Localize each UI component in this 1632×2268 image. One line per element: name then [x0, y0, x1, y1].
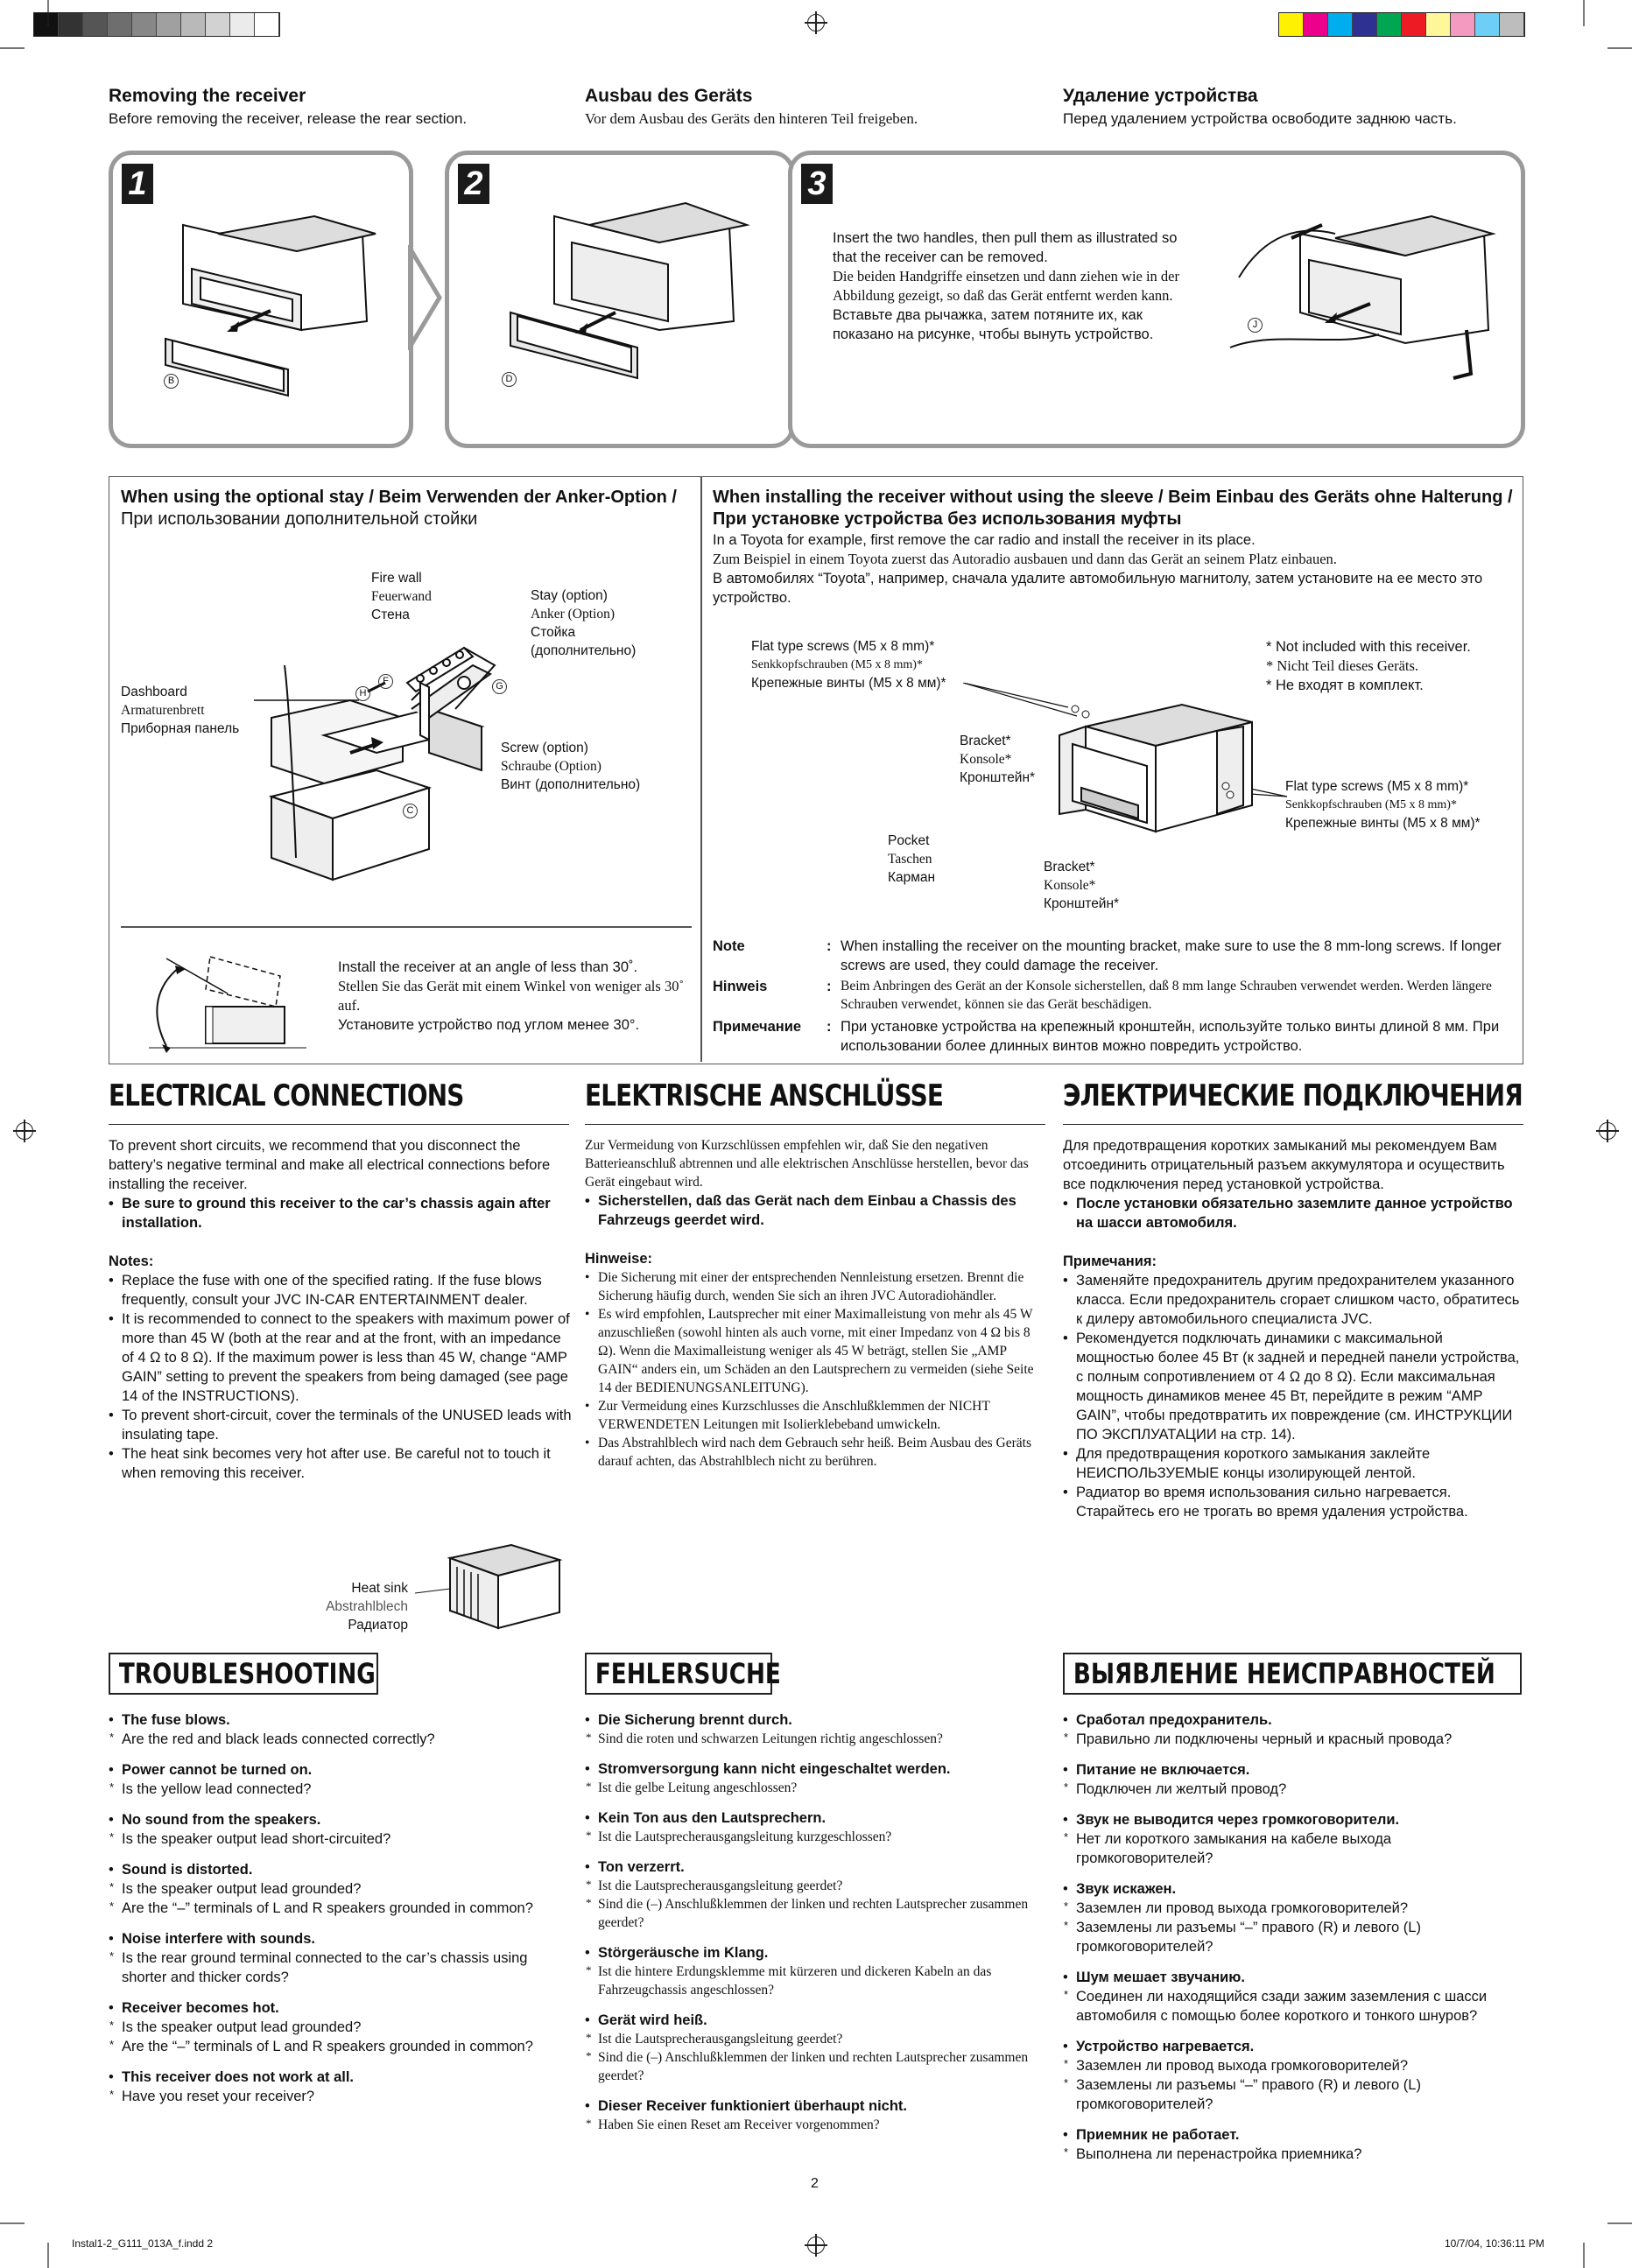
elec-ru-column [1063, 1136, 1523, 1521]
check-question: * Are the “–” terminals of L and R speakers grounded in common? [109, 2037, 573, 2056]
label-ru: Крепежные винты (M5 x 8 мм)* [751, 676, 946, 691]
check-question: * Ist die Lautsprecherausgangsleitung geerdet? [585, 2030, 1049, 2048]
section-heading: FEHLERSUCHE [594, 1657, 781, 1690]
step-3-en: Insert the two handles, then pull them as illustrated so that the receiver can be removed. [833, 230, 1178, 265]
label-ru: Карман [888, 870, 936, 885]
label-ru-2: (дополнительно) [531, 643, 637, 658]
fire-wall-label [371, 569, 432, 624]
note-item: • To prevent short-circuit, cover the terminals of the UNUSED leads with insulating tape. [109, 1406, 573, 1444]
label-en: Heat sink [351, 1581, 408, 1596]
bullet-icon: • [585, 1945, 590, 1961]
page-number: 2 [811, 2176, 819, 2191]
hinweis-text: Beim Anbringen des Gerät an der Konsole sicherstellen, daß 8 mm lange Schrauben verwendet werden. Werden längere Schrauben verwendet, können sie das Gerät beschädigen. [841, 979, 1492, 1012]
trouble-item [1063, 1760, 1527, 1799]
label-en: Dashboard [121, 685, 187, 699]
stay-title-text: When using the optional stay / Beim Verwenden der Anker-Option / [121, 488, 677, 507]
hinweis-row [713, 977, 1518, 1014]
check-question: * Is the speaker output lead grounded? [109, 2018, 573, 2037]
not-included-note [1266, 637, 1471, 695]
heat-sink-label [298, 1579, 408, 1634]
part-label-b: B [164, 374, 179, 389]
check-question: * Заземлены ли разъемы “–” правого (R) и левого (L) громкоговорителей? [1063, 1918, 1527, 1956]
removing-header-en [109, 86, 564, 128]
bullet-icon: • [585, 1712, 590, 1728]
primechanie-row [713, 1017, 1518, 1056]
section-title: Ausbau des Geräts [585, 86, 753, 106]
part-label-c: C [403, 804, 418, 818]
elec-title-de-wrap [585, 1078, 1045, 1125]
problem-text: Приемник не работает. [1076, 2127, 1240, 2143]
step-3-panel [788, 151, 1525, 448]
sleeve-title-ru: При установке устройства без использования муфты [713, 509, 1182, 529]
bullet-icon: • [109, 1931, 114, 1947]
check-question: * Заземлен ли провод выхода громкоговорителей? [1063, 2056, 1527, 2075]
part-label-j: J [1248, 318, 1263, 333]
check-question: * Are the red and black leads connected correctly? [109, 1730, 573, 1749]
label-ru: Приборная панель [121, 721, 240, 736]
trouble-item [1063, 2125, 1527, 2164]
trouble-item [585, 2011, 1049, 2085]
colon: : [827, 938, 832, 954]
label-ru: * Не входят в комплект. [1266, 678, 1424, 693]
trouble-item [585, 1759, 1049, 1797]
section-subtitle: Vor dem Ausbau des Geräts den hinteren Teil freigeben. [585, 110, 918, 127]
optional-stay-title [121, 487, 690, 530]
bullet-icon: • [585, 1761, 590, 1777]
label-ru: Стойка [531, 625, 576, 640]
angle-illustration [131, 941, 324, 1055]
label-de: Anker (Option) [531, 607, 615, 621]
label-en: Stay (option) [531, 588, 608, 603]
label-en: Flat type screws (M5 x 8 mm)* [1285, 779, 1469, 794]
note-item: • Для предотвращения короткого замыкания заклейте НЕИСПОЛЬЗУЕМЫЕ концы изолирующей лентой. [1063, 1444, 1523, 1483]
label-en: * Not included with this receiver. [1266, 639, 1471, 655]
step-2-panel [445, 151, 795, 448]
problem-text: This receiver does not work at all. [122, 2069, 355, 2085]
sleeve-intro-de: Zum Beispiel in einem Toyota zuerst das Autoradio ausbauen und dann das Gerät an seinem Platz einbauen. [713, 551, 1337, 567]
screw-option-label [501, 739, 640, 794]
dashboard-label [121, 683, 239, 738]
check-question: * Правильно ли подключены черный и красный провода? [1063, 1730, 1527, 1749]
label-en: Flat type screws (M5 x 8 mm)* [751, 639, 935, 654]
ground-warning: • После установки обязательно заземлите данное устройство на шасси автомобиля. [1063, 1194, 1523, 1232]
sleeve-title [713, 487, 1518, 530]
trouble-item [1063, 2037, 1527, 2114]
bullet-icon: • [109, 1712, 114, 1728]
section-heading: ЭЛЕКТРИЧЕСКИЕ ПОДКЛЮЧЕНИЯ [1063, 1078, 1523, 1113]
note-item: • Zur Vermeidung eines Kurzschlusses die Anschlußklemmen der NICHT VERWENDETEN Leitungen mit Isolierklebeband umwickeln. [585, 1397, 1045, 1434]
receiver-panel-detach-illustration [484, 190, 782, 418]
bullet-icon: • [1063, 2127, 1068, 2143]
angle-ru: Установите устройство под углом менее 30°. [338, 1017, 640, 1033]
step-3-ru: Вставьте два рычажка, затем потяните их, как показано на рисунке, чтобы вынуть устройство. [833, 307, 1154, 342]
stay-divider [121, 926, 692, 928]
part-label-g: G [492, 679, 507, 694]
problem-text: Die Sicherung brennt durch. [598, 1712, 792, 1728]
notes-title: Hinweise: [585, 1251, 653, 1267]
trouble-item [585, 1710, 1049, 1748]
angle-instruction [338, 958, 688, 1035]
label-ru: Стена [371, 607, 410, 622]
bullet-icon: • [1063, 2039, 1068, 2054]
trouble-item [585, 1808, 1049, 1846]
box-divider [700, 477, 702, 1062]
label-de: Feuerwand [371, 589, 432, 604]
step-arrow-icon [408, 245, 443, 350]
trouble-item [1063, 1710, 1527, 1749]
trouble-item [1063, 1968, 1527, 2026]
bullet-icon: • [585, 2012, 590, 2028]
check-question: * Are the “–” terminals of L and R speakers grounded in common? [109, 1899, 573, 1918]
check-question: * Нет ли короткого замыкания на кабеле выхода громкоговорителей? [1063, 1829, 1527, 1868]
bullet-icon: • [109, 1862, 114, 1878]
check-question: * Is the rear ground terminal connected to the car’s chassis using shorter and thicker cords? [109, 1949, 573, 1987]
label-de: Senkkopfschrauben (M5 x 8 mm)* [1285, 798, 1457, 811]
check-question: * Sind die roten und schwarzen Leitungen richtig angeschlossen? [585, 1730, 1049, 1748]
bracket-notes [713, 937, 1518, 1056]
angle-en: Install the receiver at an angle of less than 30˚. [338, 959, 638, 975]
label-de: Konsole* [1044, 878, 1096, 893]
check-question: * Ist die Lautsprecherausgangsleitung geerdet? [585, 1877, 1049, 1895]
note-item: • Das Abstrahlblech wird nach dem Gebrauch sehr heiß. Beim Ausbau des Geräts darauf achten, das Abstrahlblech nicht zu berühren. [585, 1434, 1045, 1471]
check-question: * Заземлены ли разъемы “–” правого (R) и левого (L) громкоговорителей? [1063, 2075, 1527, 2114]
note-label: Note [713, 938, 745, 954]
problem-text: Звук не выводится через громкоговорители. [1076, 1812, 1400, 1828]
check-question: * Ist die hintere Erdungsklemme mit kürzeren und dickeren Kabeln an das Fahrzeugchassis angeschlossen? [585, 1963, 1049, 1999]
trouble-item [109, 1860, 573, 1918]
check-question: * Is the speaker output lead short-circuited? [109, 1829, 573, 1849]
trouble-item [109, 2068, 573, 2106]
trouble-item [109, 1760, 573, 1799]
label-de: Taschen [888, 852, 932, 867]
check-question: * Have you reset your receiver? [109, 2087, 573, 2106]
step-1-panel [109, 151, 413, 448]
problem-text: Gerät wird heiß. [598, 2012, 707, 2028]
label-de: Konsole* [960, 752, 1012, 767]
bullet-icon: • [109, 1812, 114, 1828]
trouble-en-list [109, 1710, 573, 2117]
flat-screws-label-1 [751, 637, 946, 692]
handles-pull-illustration [1204, 181, 1510, 418]
receiver-front-panel-illustration [148, 199, 402, 418]
bullet-icon: • [585, 1810, 590, 1826]
note-item: • Заменяйте предохранитель другим предохранителем указанного класса. Если предохранитель сгорает слишком часто, обратитесь к дилеру автомобильного специалиста JVC. [1063, 1271, 1523, 1329]
bullet-icon: • [1063, 1712, 1068, 1728]
print-timestamp: 10/7/04, 10:36:11 PM [1445, 2237, 1544, 2250]
trouble-item [585, 1943, 1049, 1999]
note-item: • Es wird empfohlen, Lautsprecher mit einer Maximalleistung von mehr als 45 W anzuschließen (sowohl hinten als auch vorne, mit einer Impedanz von 4 Ω bis 8 Ω). Wenn die Maximalleistung weniger als 45 W beträgt, stellen Sie „AMP GAIN“ anders ein, um Schäden an den Lautsprechern zu vermeiden (siehe Seite 14 der BEDIENUNGSANLEITUNG). [585, 1305, 1045, 1397]
section-title: Удаление устройства [1063, 86, 1258, 106]
sleeve-intro-ru: В автомобилях “Toyota”, например, сначала удалите автомобильную магнитолу, затем установите на ее место это устройство. [713, 571, 1483, 606]
problem-text: Ton verzerrt. [598, 1859, 685, 1875]
label-de: * Nicht Teil dieses Geräts. [1266, 657, 1419, 674]
check-question: * Ist die gelbe Leitung angeschlossen? [585, 1779, 1049, 1797]
bullet-icon: • [109, 2000, 114, 2016]
section-heading: TROUBLESHOOTING [118, 1657, 376, 1690]
label-en: Bracket* [960, 734, 1011, 748]
primechanie-text: При установке устройства на крепежный кронштейн, используйте только винты длиной 8 мм. При использовании более длинных винтов можно повредить устройство. [841, 1019, 1500, 1054]
problem-text: Шум мешает звучанию. [1076, 1970, 1245, 1985]
intro-text: To prevent short circuits, we recommend that you disconnect the battery’s negative terminal and make all electrical connections before installing the receiver. [109, 1138, 551, 1192]
ground-warning: • Sicherstellen, daß das Gerät nach dem Einbau a Chassis des Fahrzeugs geerdet wird. [585, 1191, 1045, 1230]
label-de: Armaturenbrett [121, 703, 205, 718]
bullet-icon: • [1063, 1881, 1068, 1897]
problem-text: Störgeräusche im Klang. [598, 1945, 769, 1961]
problem-text: Kein Ton aus den Lautsprechern. [598, 1810, 827, 1826]
sleeve-title-text: When installing the receiver without using the sleeve / Beim Einbau des Geräts ohne Halterung / [713, 488, 1513, 507]
label-ru: Радиатор [348, 1618, 408, 1633]
section-heading: ELECTRICAL CONNECTIONS [109, 1078, 464, 1113]
bracket-mount-illustration [963, 683, 1296, 858]
note-item: • Replace the fuse with one of the specified rating. If the fuse blows frequently, consult your JVC IN-CAR ENTERTAINMENT dealer. [109, 1271, 573, 1310]
removing-header-de [585, 86, 1040, 128]
section-heading: ВЫЯВЛЕНИЕ НЕИСПРАВНОСТЕЙ [1073, 1657, 1495, 1690]
colon: : [827, 979, 832, 994]
check-question: * Заземлен ли провод выхода громкоговорителей? [1063, 1899, 1527, 1918]
label-en: Bracket* [1044, 860, 1095, 874]
check-question: * Соединен ли находящийся сзади зажим заземления с шасси автомобиля с помощью более короткого и тонкого шнуров? [1063, 1987, 1527, 2026]
part-label-f: F [378, 674, 393, 689]
check-question: * Sind die (–) Anschlußklemmen der linken und rechten Lautsprecher zusammen geerdet? [585, 2048, 1049, 2085]
elec-de-column [585, 1136, 1045, 1471]
problem-text: Устройство нагревается. [1076, 2039, 1255, 2054]
trouble-item [109, 1929, 573, 1987]
troubleshooting-title-de [585, 1653, 781, 1695]
label-en: Pocket [888, 833, 930, 848]
angle-de: Stellen Sie das Gerät mit einem Winkel von weniger als 30˚ auf. [338, 978, 684, 1014]
problem-text: Звук искажен. [1076, 1881, 1177, 1897]
problem-text: Power cannot be turned on. [122, 1762, 313, 1778]
ground-warning: • Be sure to ground this receiver to the car’s chassis again after installation. [109, 1194, 573, 1232]
step-number: 3 [801, 164, 833, 204]
stay-option-label [531, 586, 636, 660]
section-heading: ELEKTRISCHE ANSCHLÜSSE [585, 1078, 944, 1113]
check-question: * Is the speaker output lead grounded? [109, 1879, 573, 1899]
trouble-item [1063, 1810, 1527, 1868]
bracket-label-2 [1044, 858, 1119, 913]
bullet-icon: • [1063, 1762, 1068, 1778]
elec-title-en-wrap [109, 1078, 569, 1125]
intro-text: Для предотвращения коротких замыканий мы рекомендуем Вам отсоединить отрицательный разъем аккумулятора и осуществить все подключения перед установкой устройства. [1063, 1138, 1505, 1192]
problem-text: No sound from the speakers. [122, 1812, 321, 1828]
problem-text: Sound is distorted. [122, 1862, 253, 1878]
hinweis-label: Hinweis [713, 979, 768, 994]
troubleshooting-title-en [109, 1653, 378, 1695]
problem-text: Receiver becomes hot. [122, 2000, 279, 2016]
label-de: Senkkopfschrauben (M5 x 8 mm)* [751, 658, 923, 671]
check-question: * Ist die Lautsprecherausgangsleitung kurzgeschlossen? [585, 1828, 1049, 1846]
flat-screws-label-2 [1285, 777, 1481, 832]
check-question: * Is the yellow lead connected? [109, 1780, 573, 1799]
note-item: • Die Sicherung mit einer der entsprechenden Nennleistung ersetzen. Brennt die Sicherung häufig durch, wenden Sie sich an ihren JVC Autoradiohändler. [585, 1268, 1045, 1305]
section-title: Removing the receiver [109, 86, 306, 106]
elec-title-ru-wrap [1063, 1078, 1523, 1125]
bullet-icon: • [1063, 1812, 1068, 1828]
step-number: 2 [458, 164, 489, 204]
part-label-d: D [502, 372, 517, 387]
problem-text: Питание не включается. [1076, 1762, 1250, 1778]
note-item: • Рекомендуется подключать динамики с максимальной мощностью более 45 Вт (к задней и передней панели устройства, с полным сопротивлением от 4 Ω до 8 Ω). Если максимальная мощность динамиков менее 45 Вт, перейдите в режим “AMP GAIN”, чтобы предотвратить их повреждение (см. ИНСТРУКЦИИ ПО ЭКСПЛУАТАЦИИ на стр. 14). [1063, 1329, 1523, 1444]
pocket-label [888, 832, 935, 887]
section-subtitle: Перед удалением устройства освободите заднюю часть. [1063, 110, 1457, 127]
check-question: * Подключен ли желтый провод? [1063, 1780, 1527, 1799]
problem-text: Stromversorgung kann nicht eingeschaltet werden. [598, 1761, 951, 1777]
label-ru: Винт (дополнительно) [501, 777, 641, 792]
trouble-de-list [585, 1710, 1049, 2145]
note-item: • It is recommended to connect to the speakers with maximum power of more than 45 W (both at the rear and at the front, with an impedance of 4 Ω to 8 Ω). If the maximum power is less than 45 W, change “AMP GAIN” setting to prevent the speakers from being damaged (see page 14 of the INSTRUCTIONS). [109, 1310, 573, 1406]
sleeve-intro [713, 530, 1518, 607]
check-question: * Haben Sie einen Reset am Receiver vorgenommen? [585, 2116, 1049, 2134]
part-label-h: H [355, 686, 370, 701]
step-number: 1 [122, 164, 153, 204]
problem-text: Noise interfere with sounds. [122, 1931, 315, 1947]
notes-title: Примечания: [1063, 1253, 1157, 1269]
trouble-item [585, 2096, 1049, 2134]
heat-sink-illustration [415, 1541, 564, 1637]
note-text: When installing the receiver on the mounting bracket, make sure to use the 8 mm-long screws. If longer screws are used, they could damage the receiver. [841, 938, 1502, 973]
step-3-text [833, 228, 1192, 344]
removing-header-ru [1063, 86, 1606, 128]
problem-text: Dieser Receiver funktioniert überhaupt nicht. [598, 2098, 907, 2114]
step-3-de: Die beiden Handgriffe einsetzen und dann ziehen wie in der Abbildung gezeigt, so daß das Gerät entfernt werden kann. [833, 268, 1179, 304]
notes-title: Notes: [109, 1253, 154, 1269]
section-subtitle: Before removing the receiver, release the rear section. [109, 110, 468, 127]
bullet-icon: • [1063, 1970, 1068, 1985]
label-en: Fire wall [371, 571, 422, 586]
label-ru: Кронштейн* [960, 770, 1036, 785]
sleeve-intro-en: In a Toyota for example, first remove the car radio and install the receiver in its place. [713, 532, 1256, 548]
problem-text: The fuse blows. [122, 1712, 230, 1728]
elec-en-column [109, 1136, 573, 1483]
trouble-item [109, 1710, 573, 1749]
label-ru: Кронштейн* [1044, 896, 1120, 911]
stay-title-ru: При использовании дополнительной стойки [121, 509, 478, 529]
label-ru: Крепежные винты (M5 x 8 мм)* [1285, 816, 1481, 831]
check-question: * Выполнена ли перенастройка приемника? [1063, 2145, 1527, 2164]
note-item: • Радиатор во время использования сильно нагревается. Старайтесь его не трогать во время удаления устройства. [1063, 1483, 1523, 1521]
label-de: Abstrahlblech [326, 1599, 408, 1614]
colon: : [827, 1019, 832, 1035]
check-question: * Sind die (–) Anschlußklemmen der linken und rechten Lautsprecher zusammen geerdet? [585, 1895, 1049, 1932]
label-en: Screw (option) [501, 741, 588, 755]
problem-text: Сработал предохранитель. [1076, 1712, 1272, 1728]
bullet-icon: • [585, 2098, 590, 2114]
intro-text: Zur Vermeidung von Kurzschlüssen empfehlen wir, daß Sie den negativen Batterieanschluß abtrennen und alle elektrischen Anschlüsse herstellen, bevor das Gerät eingebaut wird. [585, 1138, 1029, 1190]
label-de: Schraube (Option) [501, 759, 601, 774]
trouble-item [109, 1810, 573, 1849]
primechanie-label: Примечание [713, 1019, 802, 1035]
trouble-item [109, 1998, 573, 2056]
bullet-icon: • [585, 1859, 590, 1875]
trouble-ru-list [1063, 1710, 1527, 2175]
note-row [713, 937, 1518, 975]
trouble-item [1063, 1879, 1527, 1956]
bullet-icon: • [109, 2069, 114, 2085]
bullet-icon: • [109, 1762, 114, 1778]
note-item: • The heat sink becomes very hot after use. Be careful not to touch it when removing this receiver. [109, 1444, 573, 1483]
trouble-item [585, 1857, 1049, 1932]
file-slug: Instal1-2_G111_013A_f.indd 2 [72, 2237, 214, 2250]
troubleshooting-title-ru [1063, 1653, 1522, 1695]
